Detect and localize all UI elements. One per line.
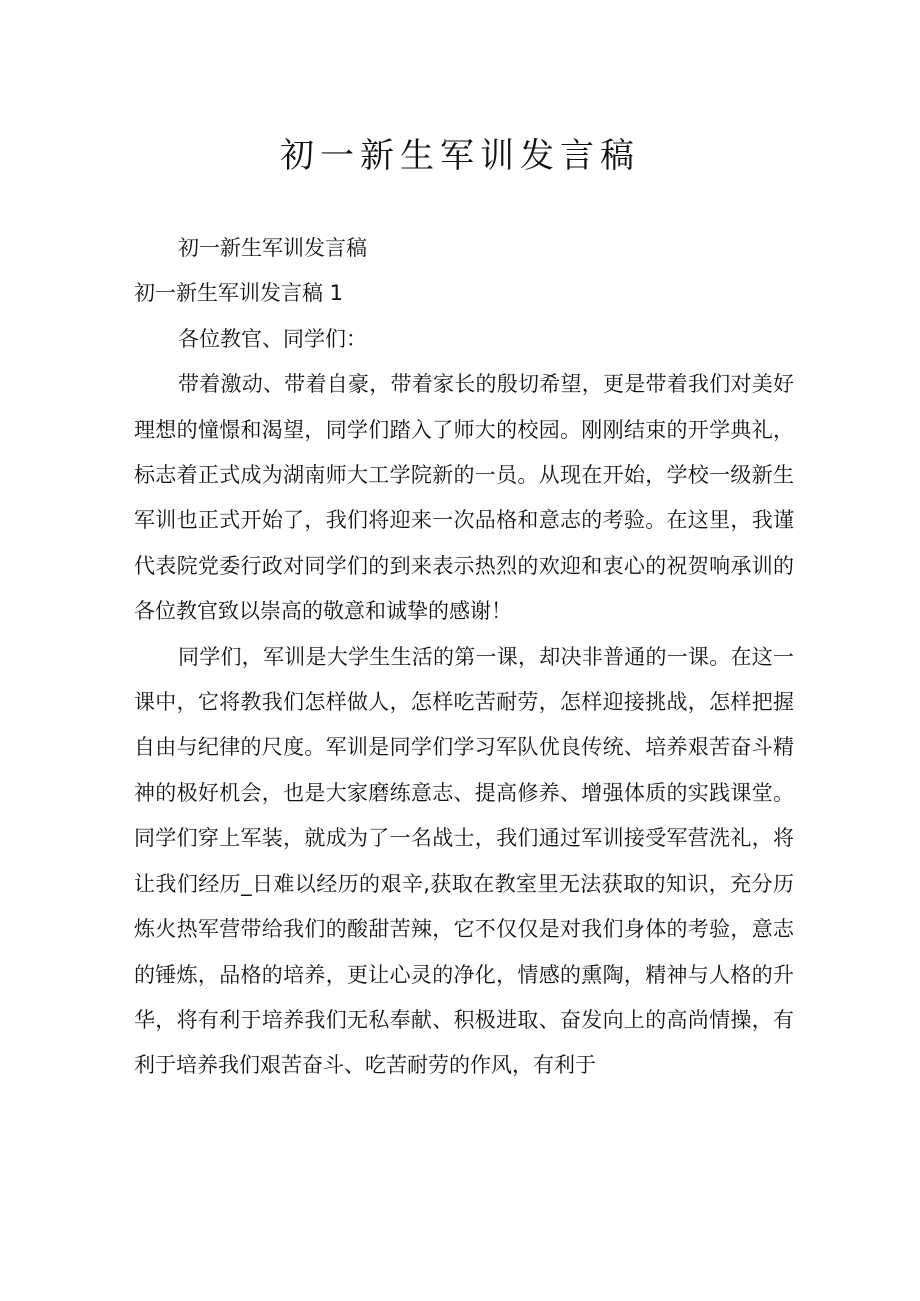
salutation-paragraph: 各位教官、同学们： [178, 326, 367, 351]
body-paragraph-2: 同学们，军训是大学生生活的第一课，却决非普通的一课。在这一课中，它将教我们怎样做人，怎样吃苦耐劳，怎样迎接挑战，怎样把握自由与纪律的尺度。军训是同学们学习军队优良传统、培养艰苦奋斗精神的极好机会，也是大家磨练意志、提高修养、增强体质的实践课堂。同学们穿上军装，就成为了一名战士，我们通过军训接受军营洗礼，将让我们经历_日难以经历的艰辛,获取在教室里无法获取的知识，充分历炼火热军营带给我们的酸甜苦辣，它不仅仅是对我们身体的考验，意志的锤炼，品格的培养，更让心灵的净化，情感的熏陶，精神与人格的升华，将有利于培养我们无私奉献、积极进取、奋发向上的高尚情操，有利于培养我们艰苦奋斗、吃苦耐劳的作风，有利于 [134, 644, 794, 1078]
document-body [134, 226, 794, 1089]
section-heading: 初一新生军训发言稿 1 [134, 281, 344, 306]
body-paragraph-1: 带着激动、带着自豪，带着家长的殷切希望，更是带着我们对美好理想的憧憬和渴望，同学们踏入了师大的校园。刚刚结束的开学典礼，标志着正式成为湖南师大工学院新的一员。从现在开始，学校一级新生军训也正式开始了，我们将迎来一次品格和意志的考验。在这里，我谨代表院党委行政对同学们的到来表示热烈的欢迎和衷心的祝贺响承训的各位教官致以崇高的敬意和诚挚的感谢！ [134, 372, 794, 624]
subtitle-paragraph: 初一新生军训发言稿 [178, 236, 367, 260]
document-title: 初一新生军训发言稿 [280, 136, 640, 176]
